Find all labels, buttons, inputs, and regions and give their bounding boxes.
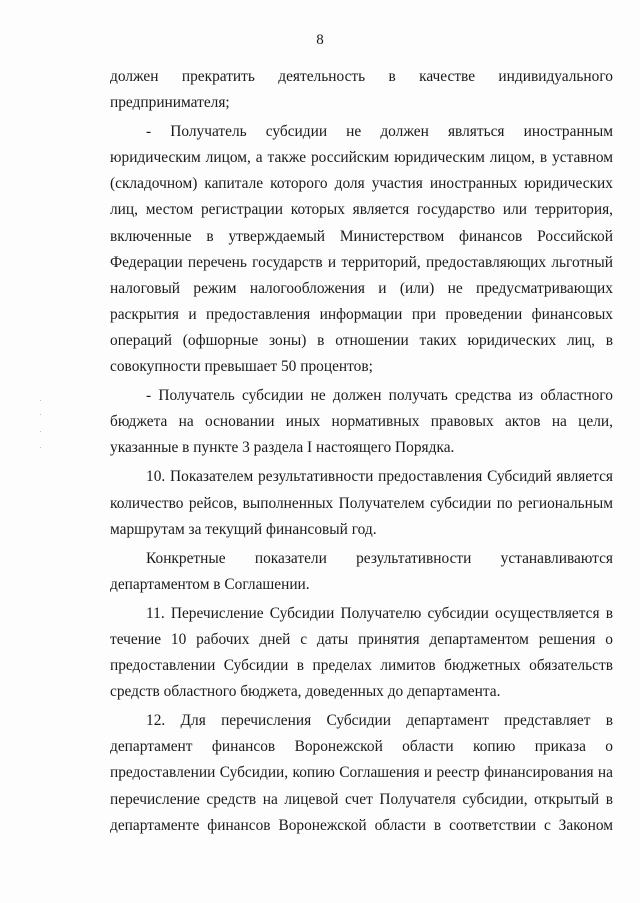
- page-number: 8: [316, 32, 324, 48]
- paragraph-item-12: 12. Для перечисления Субсидии департамент представляет в департамент финансов Воронежской области копию приказа о предоставлении Субсидии, копию Соглашения и реестр финансирования на перечисление средств на лицевой счет Получателя субсидии, открытый в департаменте финансов Воронежской области в соответствии с Законом: [110, 712, 613, 834]
- paragraph-other-funds-condition: - Получатель субсидии не должен получать средства из областного бюджета на основании иных нормативных правовых актов на цели, указанные в пункте 3 раздела I настоящего Порядка.: [110, 387, 613, 457]
- paragraph-continuation: должен прекратить деятельность в качестве индивидуального предпринимателя;: [110, 68, 613, 112]
- document-body: [110, 64, 613, 839]
- paragraph-item-10: 10. Показателем результативности предоставления Субсидий является количество рейсов, выполненных Получателем субсидии по региональным маршрутам за текущий финансовый год.: [110, 468, 613, 538]
- paragraph-foreign-entity-condition: - Получатель субсидии не должен являться иностранным юридическим лицом, а также российским юридическим лицом, в уставном (складочном) капитале которого доля участия иностранных юридических лиц, местом регистрации которых является государство или территория, включенные в утверждаемый Министерством финансов Российской Федерации перечень государств и территорий, предоставляющих льготный налоговый режим налогообложения и (или) не предусматривающих раскрытия и предоставления информации при проведении финансовых операций (офшорные зоны) в отношении таких юридических лиц, в совокупности превышает 50 процентов;: [110, 123, 613, 376]
- scan-margin-specks: [40, 400, 42, 460]
- paragraph-indicators: Конкретные показатели результативности устанавливаются департаментом в Соглашении.: [110, 549, 613, 593]
- paragraph-item-11: 11. Перечисление Субсидии Получателю субсидии осуществляется в течение 10 рабочих дней с даты принятия департаментом решения о предоставлении Субсидии в пределах лимитов бюджетных обязательств средств областного бюджета, доведенных до департамента.: [110, 604, 613, 701]
